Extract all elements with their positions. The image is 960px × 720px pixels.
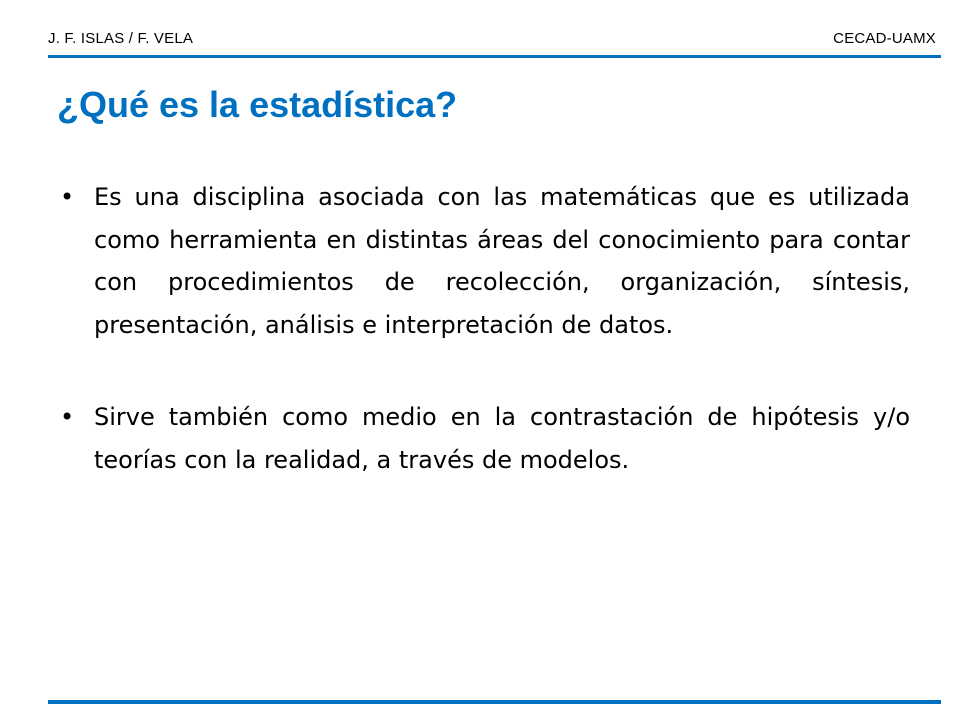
bullet-item — [60, 396, 910, 481]
bullet-marker: • — [60, 403, 75, 431]
bullet-marker: • — [60, 183, 75, 211]
slide-title: ¿Qué es la estadística? — [57, 84, 458, 125]
bullet-item — [60, 176, 910, 346]
bullet-list — [60, 176, 910, 481]
header-institution: CECAD-UAMX — [833, 30, 936, 47]
bullet-text: Es una disciplina asociada con las matemáticas que es utilizada como herramienta en distintas áreas del conocimiento para contar con procedimientos de recolección, organización, síntesis, presentación, análisis e interpretación de datos. — [94, 183, 910, 339]
header-authors: J. F. ISLAS / F. VELA — [48, 30, 194, 47]
bullet-text: Sirve también como medio en la contrastación de hipótesis y/o teorías con la realidad, a través de modelos. — [94, 403, 910, 474]
top-divider — [48, 55, 941, 58]
bottom-divider — [48, 700, 941, 704]
